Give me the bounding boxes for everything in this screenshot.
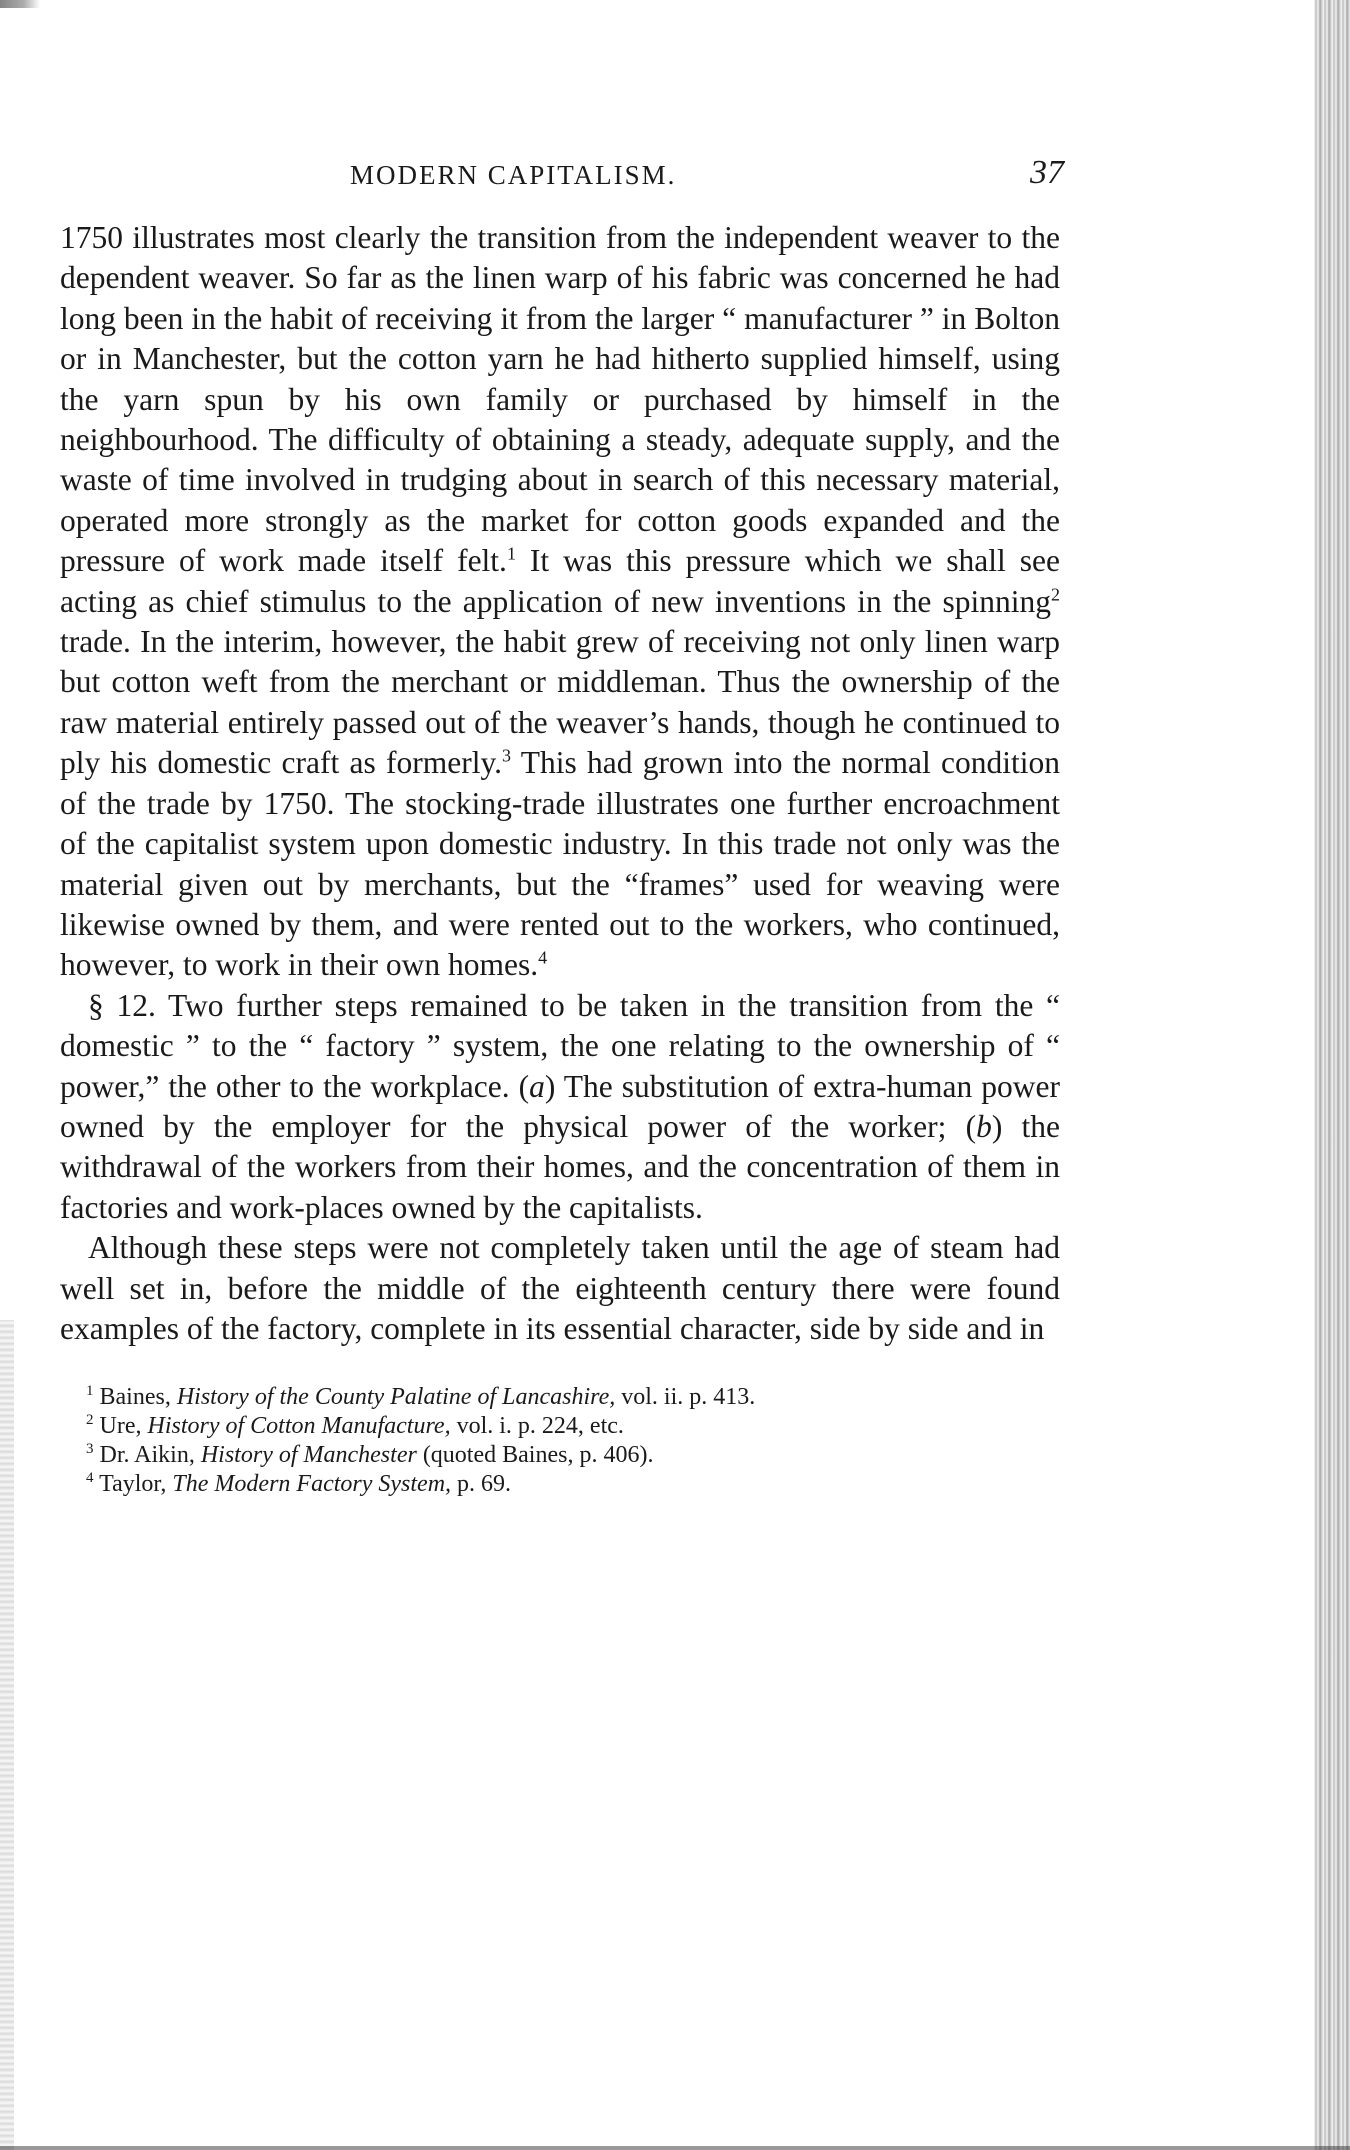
paragraph-2-text-b: ) The substitution of extra-human power owned by the employer for the physical power of the worker; ( <box>60 1068 1060 1144</box>
footnote-marker: 3 <box>86 1441 94 1458</box>
paragraph-3 <box>60 1228 1060 1349</box>
footnote-ref-4: 4 <box>538 947 548 968</box>
footnote-rest: vol. ii. p. 413. <box>615 1384 756 1411</box>
footnote-marker: 1 <box>86 1383 94 1400</box>
scan-shadow-bottom <box>0 2146 1350 2150</box>
footnote-marker: 2 <box>86 1412 94 1429</box>
footnote-author: Dr. Aikin, <box>99 1442 201 1469</box>
scan-shadow-left <box>0 1320 14 2150</box>
footnote-marker: 4 <box>86 1470 94 1487</box>
footnote-author: Ure, <box>99 1413 148 1440</box>
page-number: 37 <box>1030 154 1064 191</box>
paragraph-1-text-d: This had grown into the normal condition of the trade by 1750. The stocking-trade illustrates one further encroachment of the capitalist system upon domestic industry. In this trade not only was the material given out by merchants, but the “frames” used for weaving were likewise owned by them, and were rented out to the workers, who continued, however, to work in their own homes. <box>60 745 1060 983</box>
footnote-rest: (quoted Baines, p. 406). <box>416 1442 654 1469</box>
footnote-3 <box>60 1441 1060 1470</box>
paragraph-3-text: Although these steps were not completely taken until the age of steam had well set in, before the middle of the eighteenth century there were found examples of the factory, complete in its essential character, side by side and in <box>60 1230 1060 1346</box>
footnote-2 <box>60 1412 1060 1441</box>
paragraph-1-text-b: It was this pressure which we shall see acting as chief stimulus to the application of new inventions in the spinning <box>60 543 1060 619</box>
scan-binding-edge <box>1314 0 1350 2150</box>
footnote-title: History of Cotton Manufacture, <box>147 1413 451 1440</box>
footnote-ref-1: 1 <box>506 543 516 564</box>
paragraph-1 <box>60 218 1060 986</box>
footnote-author: Taylor, <box>99 1471 173 1498</box>
paragraph-2-text-c: ) the withdrawal of the workers from their homes, and the concentration of them in factories and work-places owned by the capitalists. <box>60 1108 1060 1225</box>
footnote-title: History of the County Palatine of Lancashire, <box>176 1384 616 1411</box>
footnote-ref-3: 3 <box>502 745 512 766</box>
footnotes <box>60 1383 1060 1499</box>
footnote-1 <box>60 1383 1060 1412</box>
paragraph-1-text-c: trade. In the interim, however, the habit grew of receiving not only linen warp but cotton weft from the merchant or middleman. Thus the ownership of the raw material entirely passed out of the weaver’s hands, though he continued to ply his domestic craft as formerly. <box>60 624 1060 781</box>
item-label-a: a <box>529 1068 545 1104</box>
footnote-title: The Modern Factory System, <box>172 1471 452 1498</box>
body-text <box>60 218 1060 1349</box>
paragraph-2-text-a: § 12. Two further steps remained to be taken in the transition from the “ domestic ” to the “ factory ” system, the one relating to the ownership of “ power,” the other to the workplace. ( <box>60 987 1060 1104</box>
footnote-4 <box>60 1470 1060 1499</box>
scan-shadow-top <box>0 0 40 8</box>
book-page <box>60 150 1064 1499</box>
footnote-ref-2: 2 <box>1051 584 1060 605</box>
paragraph-2 <box>60 986 1060 1228</box>
footnote-rest: p. 69. <box>451 1471 512 1498</box>
footnote-rest: vol. i. p. 224, etc. <box>450 1413 624 1440</box>
item-label-b: b <box>976 1108 992 1144</box>
running-title: MODERN CAPITALISM. <box>350 160 677 190</box>
footnote-author: Baines, <box>99 1384 177 1411</box>
running-head <box>60 150 1064 200</box>
footnote-title: History of Manchester <box>200 1442 417 1469</box>
paragraph-1-text-a: 1750 illustrates most clearly the transition from the independent weaver to the dependent weaver. So far as the linen warp of his fabric was concerned he had long been in the habit of receiving it from the larger “ manufacturer ” in Bolton or in Manchester, but the cotton yarn he had hitherto supplied himself, using the yarn spun by his own family or purchased by himself in the neighbourhood. The difficulty of obtaining a steady, adequate supply, and the waste of time involved in trudging about in search of this necessary material, operated more strongly as the market for cotton goods expanded and the pressure of work made itself felt. <box>60 220 1060 579</box>
